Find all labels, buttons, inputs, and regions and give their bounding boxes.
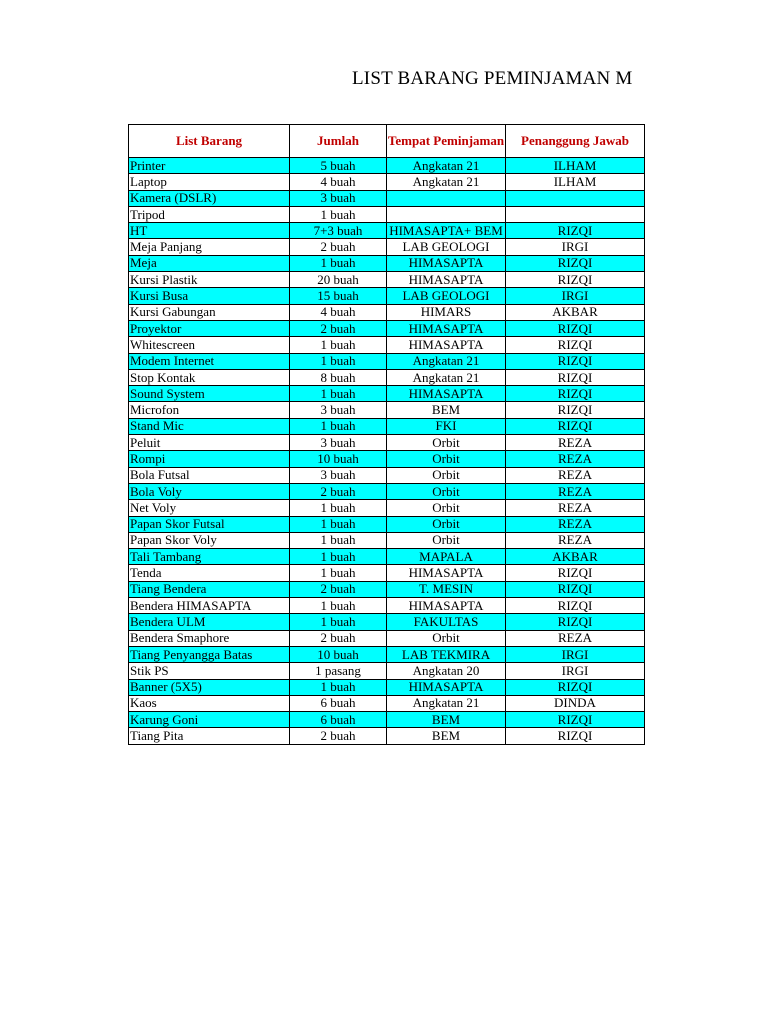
- cell-jumlah: 5 buah: [290, 158, 387, 174]
- cell-barang: Papan Skor Voly: [129, 532, 290, 548]
- cell-jumlah: 1 buah: [290, 206, 387, 222]
- cell-penanggung-jawab: RIZQI: [506, 223, 645, 239]
- cell-barang: Stop Kontak: [129, 369, 290, 385]
- cell-jumlah: 2 buah: [290, 728, 387, 744]
- table-row: [129, 272, 645, 288]
- table-row: [129, 614, 645, 630]
- cell-barang: Stand Mic: [129, 418, 290, 434]
- table-header-row: [129, 125, 645, 158]
- cell-jumlah: 15 buah: [290, 288, 387, 304]
- cell-barang: Tali Tambang: [129, 549, 290, 565]
- table-row: [129, 549, 645, 565]
- cell-barang: Bendera Smaphore: [129, 630, 290, 646]
- cell-barang: Stik PS: [129, 663, 290, 679]
- cell-barang: Tiang Pita: [129, 728, 290, 744]
- cell-jumlah: 1 buah: [290, 679, 387, 695]
- table-row: [129, 255, 645, 271]
- cell-penanggung-jawab: RIZQI: [506, 598, 645, 614]
- cell-tempat: Angkatan 20: [387, 663, 506, 679]
- cell-penanggung-jawab: IRGI: [506, 646, 645, 662]
- cell-jumlah: 1 buah: [290, 353, 387, 369]
- cell-barang: Bola Futsal: [129, 467, 290, 483]
- cell-jumlah: 1 buah: [290, 532, 387, 548]
- cell-barang: Whitescreen: [129, 337, 290, 353]
- cell-tempat: HIMASAPTA: [387, 565, 506, 581]
- cell-barang: Bola Voly: [129, 483, 290, 499]
- cell-jumlah: 10 buah: [290, 451, 387, 467]
- table-row: [129, 516, 645, 532]
- table-row: [129, 288, 645, 304]
- cell-penanggung-jawab: RIZQI: [506, 386, 645, 402]
- cell-tempat: HIMASAPTA: [387, 272, 506, 288]
- cell-barang: Kursi Busa: [129, 288, 290, 304]
- cell-tempat: Angkatan 21: [387, 369, 506, 385]
- cell-barang: Kursi Gabungan: [129, 304, 290, 320]
- table-row: [129, 695, 645, 711]
- cell-barang: Banner (5X5): [129, 679, 290, 695]
- cell-barang: Tiang Penyangga Batas: [129, 646, 290, 662]
- cell-tempat: FKI: [387, 418, 506, 434]
- document-title: LIST BARANG PEMINJAMAN M: [352, 68, 633, 89]
- cell-penanggung-jawab: RIZQI: [506, 353, 645, 369]
- cell-jumlah: 1 buah: [290, 549, 387, 565]
- cell-penanggung-jawab: AKBAR: [506, 304, 645, 320]
- cell-penanggung-jawab: REZA: [506, 435, 645, 451]
- cell-tempat: Angkatan 21: [387, 174, 506, 190]
- inventory-table: [128, 124, 645, 745]
- cell-barang: Meja: [129, 255, 290, 271]
- cell-tempat: Orbit: [387, 467, 506, 483]
- cell-barang: Kaos: [129, 695, 290, 711]
- table-row: [129, 728, 645, 744]
- table-row: [129, 402, 645, 418]
- cell-penanggung-jawab: RIZQI: [506, 565, 645, 581]
- table-body: [129, 158, 645, 745]
- table-row: [129, 353, 645, 369]
- cell-barang: Meja Panjang: [129, 239, 290, 255]
- table-row: [129, 158, 645, 174]
- cell-tempat: HIMASAPTA: [387, 679, 506, 695]
- table-row: [129, 337, 645, 353]
- cell-barang: Microfon: [129, 402, 290, 418]
- cell-barang: Peluit: [129, 435, 290, 451]
- cell-tempat: HIMASAPTA: [387, 598, 506, 614]
- cell-jumlah: 1 buah: [290, 255, 387, 271]
- cell-barang: Tenda: [129, 565, 290, 581]
- cell-barang: Sound System: [129, 386, 290, 402]
- cell-barang: HT: [129, 223, 290, 239]
- cell-penanggung-jawab: REZA: [506, 451, 645, 467]
- cell-penanggung-jawab: REZA: [506, 630, 645, 646]
- table-row: [129, 174, 645, 190]
- cell-penanggung-jawab: RIZQI: [506, 320, 645, 336]
- cell-tempat: Orbit: [387, 532, 506, 548]
- cell-tempat: BEM: [387, 712, 506, 728]
- table-row: [129, 239, 645, 255]
- table-row: [129, 712, 645, 728]
- cell-penanggung-jawab: RIZQI: [506, 255, 645, 271]
- cell-jumlah: 1 buah: [290, 386, 387, 402]
- table-row: [129, 190, 645, 206]
- cell-barang: Bendera ULM: [129, 614, 290, 630]
- cell-tempat: FAKULTAS: [387, 614, 506, 630]
- cell-penanggung-jawab: RIZQI: [506, 679, 645, 695]
- table-row: [129, 663, 645, 679]
- cell-tempat: BEM: [387, 402, 506, 418]
- cell-barang: Printer: [129, 158, 290, 174]
- table-row: [129, 581, 645, 597]
- cell-penanggung-jawab: REZA: [506, 532, 645, 548]
- cell-jumlah: 1 buah: [290, 337, 387, 353]
- table-row: [129, 598, 645, 614]
- cell-tempat: [387, 206, 506, 222]
- cell-jumlah: 10 buah: [290, 646, 387, 662]
- cell-penanggung-jawab: RIZQI: [506, 369, 645, 385]
- cell-penanggung-jawab: IRGI: [506, 288, 645, 304]
- cell-tempat: LAB GEOLOGI: [387, 239, 506, 255]
- cell-penanggung-jawab: RIZQI: [506, 272, 645, 288]
- header-tempat-peminjaman: Tempat Peminjaman: [387, 125, 506, 158]
- cell-jumlah: 2 buah: [290, 239, 387, 255]
- cell-penanggung-jawab: [506, 190, 645, 206]
- cell-penanggung-jawab: DINDA: [506, 695, 645, 711]
- cell-penanggung-jawab: RIZQI: [506, 614, 645, 630]
- table-row: [129, 483, 645, 499]
- cell-barang: Karung Goni: [129, 712, 290, 728]
- cell-tempat: HIMASAPTA: [387, 320, 506, 336]
- cell-barang: Bendera HIMASAPTA: [129, 598, 290, 614]
- cell-jumlah: 7+3 buah: [290, 223, 387, 239]
- cell-barang: Modem Internet: [129, 353, 290, 369]
- cell-jumlah: 8 buah: [290, 369, 387, 385]
- table-row: [129, 451, 645, 467]
- cell-tempat: MAPALA: [387, 549, 506, 565]
- cell-penanggung-jawab: IRGI: [506, 663, 645, 679]
- cell-penanggung-jawab: RIZQI: [506, 728, 645, 744]
- cell-tempat: LAB TEKMIRA: [387, 646, 506, 662]
- cell-barang: Laptop: [129, 174, 290, 190]
- cell-tempat: Orbit: [387, 630, 506, 646]
- cell-jumlah: 3 buah: [290, 467, 387, 483]
- cell-tempat: Angkatan 21: [387, 158, 506, 174]
- cell-tempat: T. MESIN: [387, 581, 506, 597]
- cell-tempat: Orbit: [387, 435, 506, 451]
- cell-tempat: Angkatan 21: [387, 353, 506, 369]
- header-list-barang: List Barang: [129, 125, 290, 158]
- table-row: [129, 386, 645, 402]
- table-row: [129, 646, 645, 662]
- cell-jumlah: 2 buah: [290, 581, 387, 597]
- cell-jumlah: 2 buah: [290, 320, 387, 336]
- table-row: [129, 500, 645, 516]
- table-row: [129, 679, 645, 695]
- cell-tempat: Angkatan 21: [387, 695, 506, 711]
- cell-tempat: Orbit: [387, 451, 506, 467]
- cell-penanggung-jawab: AKBAR: [506, 549, 645, 565]
- cell-barang: Kursi Plastik: [129, 272, 290, 288]
- table-row: [129, 206, 645, 222]
- cell-jumlah: 6 buah: [290, 712, 387, 728]
- cell-jumlah: 1 buah: [290, 418, 387, 434]
- cell-barang: Tripod: [129, 206, 290, 222]
- cell-jumlah: 2 buah: [290, 483, 387, 499]
- cell-jumlah: 6 buah: [290, 695, 387, 711]
- cell-barang: Papan Skor Futsal: [129, 516, 290, 532]
- cell-penanggung-jawab: RIZQI: [506, 418, 645, 434]
- cell-jumlah: 1 pasang: [290, 663, 387, 679]
- cell-penanggung-jawab: RIZQI: [506, 581, 645, 597]
- cell-jumlah: 1 buah: [290, 614, 387, 630]
- header-jumlah: Jumlah: [290, 125, 387, 158]
- table-row: [129, 565, 645, 581]
- cell-jumlah: 4 buah: [290, 304, 387, 320]
- table-row: [129, 532, 645, 548]
- cell-tempat: HIMASAPTA: [387, 386, 506, 402]
- table-row: [129, 418, 645, 434]
- cell-tempat: BEM: [387, 728, 506, 744]
- cell-tempat: Orbit: [387, 500, 506, 516]
- cell-penanggung-jawab: ILHAM: [506, 174, 645, 190]
- cell-penanggung-jawab: REZA: [506, 467, 645, 483]
- cell-jumlah: 1 buah: [290, 516, 387, 532]
- cell-tempat: HIMASAPTA+ BEM: [387, 223, 506, 239]
- cell-penanggung-jawab: ILHAM: [506, 158, 645, 174]
- table-row: [129, 435, 645, 451]
- cell-barang: Rompi: [129, 451, 290, 467]
- cell-jumlah: 20 buah: [290, 272, 387, 288]
- cell-penanggung-jawab: RIZQI: [506, 402, 645, 418]
- cell-tempat: Orbit: [387, 483, 506, 499]
- cell-barang: Kamera (DSLR): [129, 190, 290, 206]
- cell-jumlah: 3 buah: [290, 402, 387, 418]
- cell-barang: Tiang Bendera: [129, 581, 290, 597]
- table-row: [129, 369, 645, 385]
- header-penanggung-jawab: Penanggung Jawab: [506, 125, 645, 158]
- table-row: [129, 320, 645, 336]
- table-row: [129, 223, 645, 239]
- cell-penanggung-jawab: RIZQI: [506, 337, 645, 353]
- cell-jumlah: 1 buah: [290, 598, 387, 614]
- cell-penanggung-jawab: IRGI: [506, 239, 645, 255]
- cell-penanggung-jawab: REZA: [506, 516, 645, 532]
- cell-jumlah: 4 buah: [290, 174, 387, 190]
- cell-jumlah: 1 buah: [290, 500, 387, 516]
- cell-jumlah: 3 buah: [290, 190, 387, 206]
- cell-tempat: Orbit: [387, 516, 506, 532]
- table-row: [129, 304, 645, 320]
- cell-barang: Proyektor: [129, 320, 290, 336]
- cell-barang: Net Voly: [129, 500, 290, 516]
- cell-tempat: [387, 190, 506, 206]
- cell-penanggung-jawab: REZA: [506, 500, 645, 516]
- cell-tempat: HIMARS: [387, 304, 506, 320]
- cell-penanggung-jawab: [506, 206, 645, 222]
- cell-jumlah: 3 buah: [290, 435, 387, 451]
- cell-tempat: LAB GEOLOGI: [387, 288, 506, 304]
- cell-tempat: HIMASAPTA: [387, 337, 506, 353]
- cell-penanggung-jawab: RIZQI: [506, 712, 645, 728]
- cell-penanggung-jawab: REZA: [506, 483, 645, 499]
- table-row: [129, 467, 645, 483]
- cell-tempat: HIMASAPTA: [387, 255, 506, 271]
- cell-jumlah: 1 buah: [290, 565, 387, 581]
- cell-jumlah: 2 buah: [290, 630, 387, 646]
- table-row: [129, 630, 645, 646]
